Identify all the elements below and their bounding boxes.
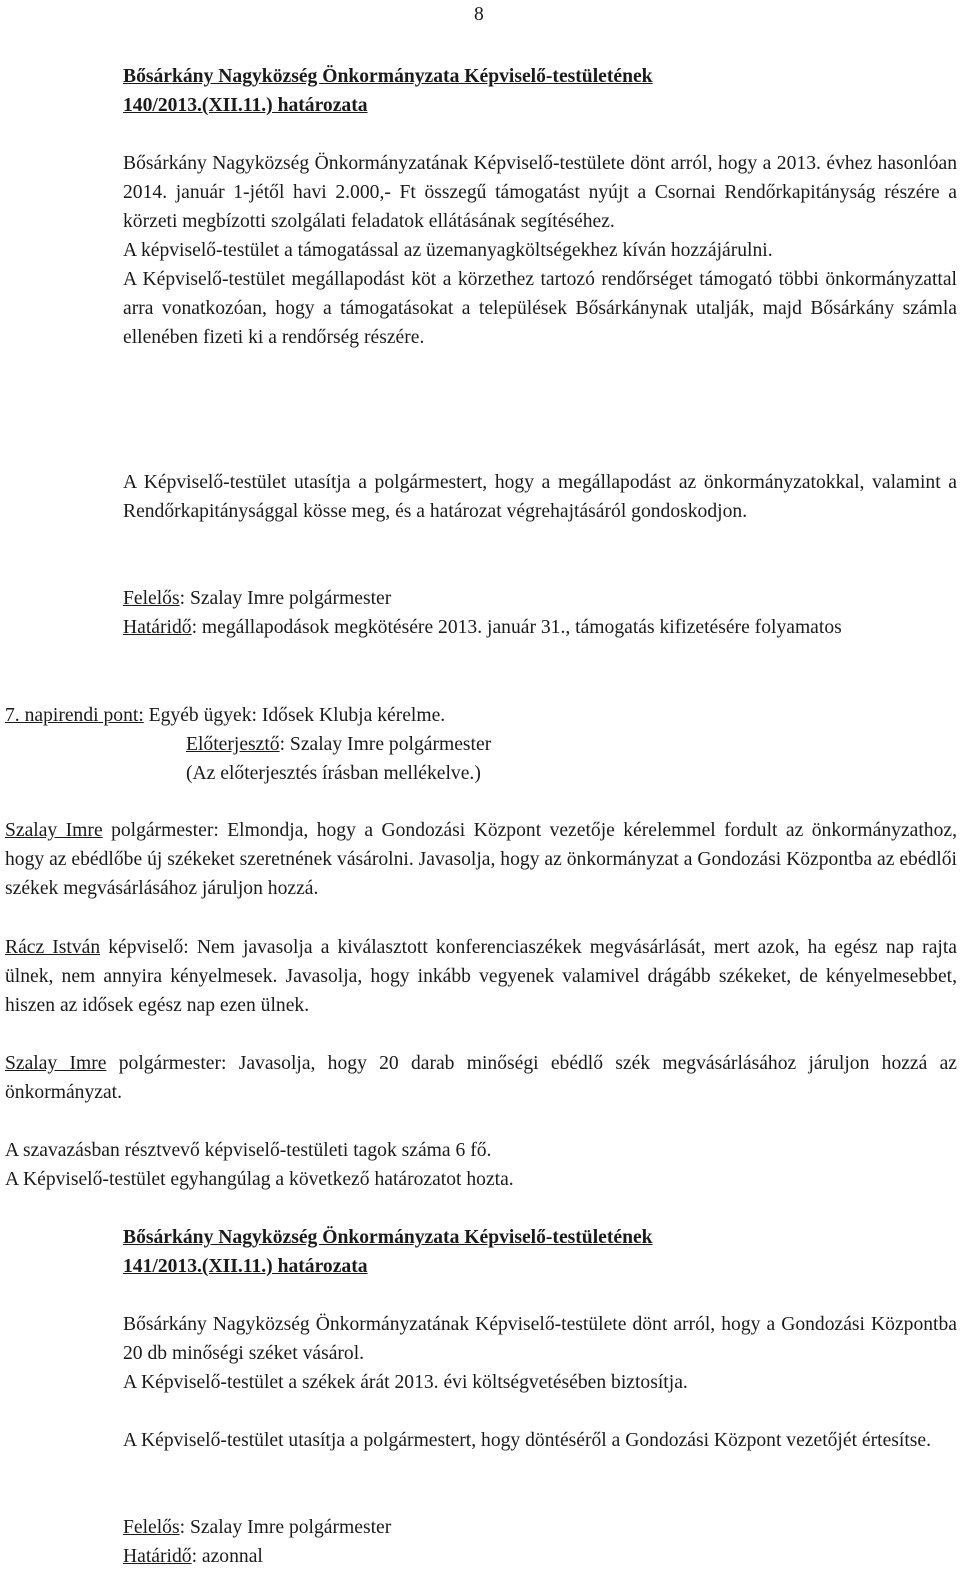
speaker-name: Szalay Imre: [5, 820, 103, 841]
page-number: 8: [474, 4, 484, 25]
resolution-paragraph: A Képviselő-testület utasítja a polgármestert, hogy döntéséről a Gondozási Központ vezetőjét értesítse.: [123, 1430, 932, 1451]
responsible-value: : Szalay Imre polgármester: [179, 588, 392, 609]
discussion-entry: [5, 816, 957, 903]
attachment-note: (Az előterjesztés írásban mellékelve.): [186, 763, 481, 784]
deadline-value: : megállapodások megkötésére 2013. január 31., támogatás kifizetésére folyamatos: [191, 617, 842, 638]
resolution-paragraph: A képviselő-testület a támogatással az üzemanyagköltségekhez kíván hozzájárulni.: [123, 240, 773, 261]
resolution-paragraph: A Képviselő-testület utasítja a polgármestert, hogy a megállapodást az önkormányzatokkal, valamint a Rendőrkapitánysággal kösse meg, és a határozat végrehajtásáról gondoskodjon.: [123, 472, 957, 522]
vote-result: A Képviselő-testület egyhangúlag a következő határozatot hozta.: [5, 1169, 514, 1190]
resolution-140-instruction: [123, 468, 957, 526]
resolution-number: 141/2013.(XII.11.) határozata: [123, 1256, 368, 1277]
resolution-141-body: [123, 1310, 957, 1397]
resolution-number: 140/2013.(XII.11.) határozata: [123, 95, 368, 116]
speech-text: polgármester: Elmondja, hogy a Gondozási Központ vezetője kérelemmel fordult az önkormányzathoz, hogy az ebédlőbe új székeket szeretnének vásárolni. Javasolja, hogy az önkormányzat a Gondozási Központba az ebédlői székek megvásárlásához járuljon hozzá.: [5, 820, 957, 899]
speech-text: polgármester: Javasolja, hogy 20 darab minőségi ebédlő szék megvásárlásához járuljon hozzá az önkormányzat.: [5, 1053, 957, 1103]
resolution-paragraph: Bősárkány Nagyközség Önkormányzatának Képviselő-testülete dönt arról, hogy a Gondozási Központba 20 db minőségi széket vásárol.: [123, 1314, 957, 1364]
discussion-entry: [5, 1049, 957, 1107]
resolution-141-heading: [123, 1223, 957, 1281]
responsible-line: [123, 584, 957, 613]
vote-count: A szavazásban résztvevő képviselő-testületi tagok száma 6 fő.: [5, 1140, 492, 1161]
responsible-label: Felelős: [123, 1517, 180, 1538]
deadline-label: Határidő: [123, 617, 192, 638]
agenda-label: 7. napirendi pont:: [5, 705, 144, 726]
resolution-heading-line: Bősárkány Nagyközség Önkormányzata Képviselő-testületének: [123, 1227, 653, 1248]
deadline-label: Határidő: [123, 1546, 192, 1567]
agenda-item-7: [5, 701, 957, 730]
discussion-entry: [5, 933, 957, 1020]
agenda-title: Egyéb ügyek: Idősek Klubja kérelme.: [143, 705, 446, 726]
presenter-value: : Szalay Imre polgármester: [279, 734, 492, 755]
agenda-presenter: [186, 730, 956, 788]
responsible-label: Felelős: [123, 588, 180, 609]
resolution-heading-line: Bősárkány Nagyközség Önkormányzata Képviselő-testületének: [123, 66, 653, 87]
speaker-name: Szalay Imre: [5, 1053, 107, 1074]
resolution-141-responsibility: [123, 1513, 957, 1571]
vote-summary: [5, 1136, 957, 1194]
resolution-paragraph: Bősárkány Nagyközség Önkormányzatának Képviselő-testülete dönt arról, hogy a 2013. évhez hasonlóan 2014. január 1-jétől havi 2.000,- Ft összegű támogatást nyújt a Csornai Rendőrkapitányság részére a körzeti megbízotti szolgálati feladatok ellátásának segítéséhez.: [123, 153, 957, 232]
resolution-140-heading: [123, 62, 957, 120]
resolution-140-responsibility: [123, 584, 957, 642]
speaker-name: Rácz István: [5, 937, 101, 958]
resolution-paragraph: A Képviselő-testület megállapodást köt a körzethez tartozó rendőrséget támogató többi önkormányzattal arra vonatkozóan, hogy a támogatásokat a települések Bősárkánynak utalják, majd Bősárkány számla ellenében fizeti ki a rendőrség részére.: [123, 269, 957, 348]
resolution-141-instruction: [123, 1426, 957, 1455]
agenda-title-line: [5, 701, 957, 730]
responsible-line: [123, 1513, 957, 1542]
presenter-line: [186, 730, 956, 759]
presenter-label: Előterjesztő: [186, 734, 280, 755]
deadline-line: [123, 1542, 957, 1571]
deadline-value: : azonnal: [191, 1546, 263, 1567]
deadline-line: [123, 613, 957, 642]
responsible-value: : Szalay Imre polgármester: [179, 1517, 392, 1538]
resolution-140-body: [123, 149, 957, 352]
speech-text: képviselő: Nem javasolja a kiválasztott konferenciaszékek megvásárlását, mert azok, ha egész nap rajta ülnek, nem annyira kényelmesek. Javasolja, hogy inkább vegyenek valamivel drágább székeket, de kényelmesebbet, hiszen az idősek egész nap ezen ülnek.: [5, 937, 957, 1016]
resolution-paragraph: A Képviselő-testület a székek árát 2013. évi költségvetésében biztosítja.: [123, 1372, 688, 1393]
